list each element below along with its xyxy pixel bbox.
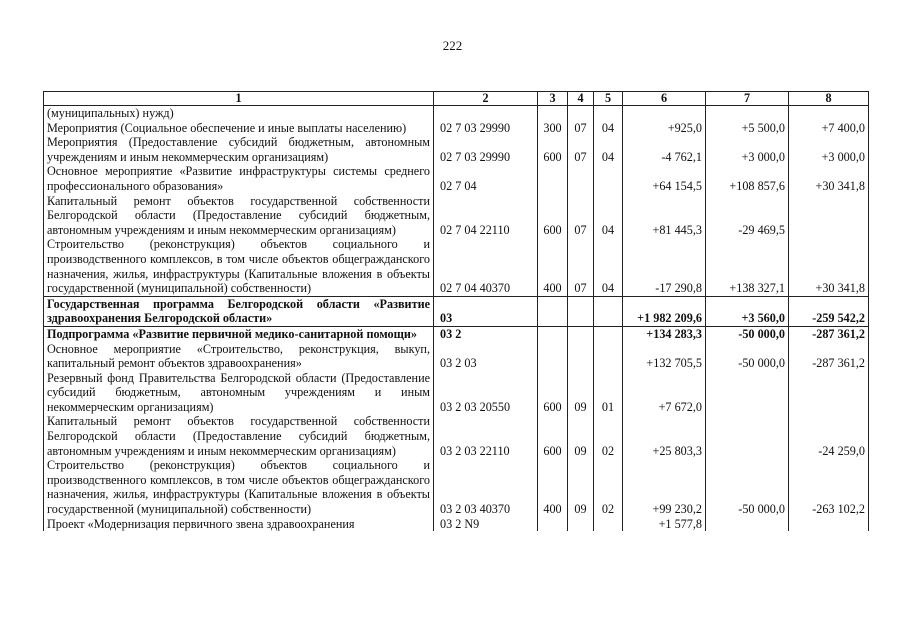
row-c5: 02 bbox=[594, 414, 623, 458]
column-header: 1 bbox=[44, 92, 434, 106]
row-c3: 600 bbox=[538, 135, 568, 164]
row-c8 bbox=[789, 517, 869, 532]
row-c5 bbox=[594, 326, 623, 341]
table-row bbox=[44, 121, 869, 136]
row-c3 bbox=[538, 342, 568, 371]
row-c8: +30 341,8 bbox=[789, 164, 869, 193]
row-c7: +138 327,1 bbox=[706, 237, 789, 296]
row-c5: 01 bbox=[594, 371, 623, 415]
row-c4: 09 bbox=[568, 458, 594, 516]
budget-table bbox=[43, 91, 869, 531]
table-row bbox=[44, 106, 869, 121]
row-c3: 600 bbox=[538, 371, 568, 415]
row-code: 02 7 03 29990 bbox=[434, 121, 538, 136]
row-c4: 07 bbox=[568, 135, 594, 164]
row-c7: -50 000,0 bbox=[706, 342, 789, 371]
row-c7: -50 000,0 bbox=[706, 458, 789, 516]
table-row bbox=[44, 237, 869, 296]
row-c8: -263 102,2 bbox=[789, 458, 869, 516]
row-c8: +30 341,8 bbox=[789, 237, 869, 296]
row-c4: 09 bbox=[568, 414, 594, 458]
row-name: Подпрограмма «Развитие первичной медико-санитарной помощи» bbox=[44, 326, 434, 341]
row-c4: 07 bbox=[568, 121, 594, 136]
row-c8: +3 000,0 bbox=[789, 135, 869, 164]
row-c8: -287 361,2 bbox=[789, 342, 869, 371]
table-row bbox=[44, 326, 869, 341]
row-c7 bbox=[706, 414, 789, 458]
row-c5 bbox=[594, 106, 623, 121]
row-c6: +7 672,0 bbox=[623, 371, 706, 415]
row-c6: +25 803,3 bbox=[623, 414, 706, 458]
row-code: 02 7 04 40370 bbox=[434, 237, 538, 296]
row-c5: 04 bbox=[594, 135, 623, 164]
row-name: (муниципальных) нужд) bbox=[44, 106, 434, 121]
row-c6: +1 982 209,6 bbox=[623, 296, 706, 326]
row-c4 bbox=[568, 342, 594, 371]
row-c6: +64 154,5 bbox=[623, 164, 706, 193]
row-name: Строительство (реконструкция) объектов социального и производственного комплексов, в том числе объектов общегражданского назначения, жилья, инфраструктуры (Капитальные вложения в объекты государственной (муниципальной) собственности) bbox=[44, 458, 434, 516]
row-code: 03 2 03 22110 bbox=[434, 414, 538, 458]
row-c8 bbox=[789, 194, 869, 238]
row-c5 bbox=[594, 517, 623, 532]
row-c5: 04 bbox=[594, 194, 623, 238]
row-c7: -50 000,0 bbox=[706, 326, 789, 341]
row-c4: 09 bbox=[568, 371, 594, 415]
table-row bbox=[44, 371, 869, 415]
row-code: 02 7 04 bbox=[434, 164, 538, 193]
row-c3 bbox=[538, 106, 568, 121]
row-name: Основное мероприятие «Строительство, реконструкция, выкуп, капитальный ремонт объектов здравоохранения» bbox=[44, 342, 434, 371]
row-name: Строительство (реконструкция) объектов социального и производственного комплексов, в том числе объектов общегражданского назначения, жилья, инфраструктуры (Капитальные вложения в объекты государственной (муниципальной) собственности) bbox=[44, 237, 434, 296]
row-c7: +3 560,0 bbox=[706, 296, 789, 326]
row-c4 bbox=[568, 326, 594, 341]
row-code: 03 bbox=[434, 296, 538, 326]
row-c8 bbox=[789, 106, 869, 121]
table-row bbox=[44, 414, 869, 458]
row-c5: 02 bbox=[594, 458, 623, 516]
row-c7 bbox=[706, 106, 789, 121]
row-c4: 07 bbox=[568, 237, 594, 296]
row-c5 bbox=[594, 296, 623, 326]
row-c6 bbox=[623, 106, 706, 121]
column-header: 5 bbox=[594, 92, 623, 106]
row-c4 bbox=[568, 164, 594, 193]
row-name: Проект «Модернизация первичного звена здравоохранения bbox=[44, 517, 434, 532]
row-c8 bbox=[789, 371, 869, 415]
row-c3 bbox=[538, 164, 568, 193]
row-c4 bbox=[568, 296, 594, 326]
row-c3 bbox=[538, 326, 568, 341]
row-c3: 300 bbox=[538, 121, 568, 136]
row-c3: 600 bbox=[538, 414, 568, 458]
row-c7: +3 000,0 bbox=[706, 135, 789, 164]
row-code: 03 2 03 bbox=[434, 342, 538, 371]
row-c4 bbox=[568, 106, 594, 121]
row-code bbox=[434, 106, 538, 121]
row-code: 03 2 03 40370 bbox=[434, 458, 538, 516]
table-row bbox=[44, 342, 869, 371]
row-code: 02 7 04 22110 bbox=[434, 194, 538, 238]
column-header: 4 bbox=[568, 92, 594, 106]
header-row bbox=[44, 92, 869, 106]
column-header: 8 bbox=[789, 92, 869, 106]
row-code: 02 7 03 29990 bbox=[434, 135, 538, 164]
column-header: 7 bbox=[706, 92, 789, 106]
row-c3 bbox=[538, 517, 568, 532]
row-c5 bbox=[594, 164, 623, 193]
row-c5: 04 bbox=[594, 237, 623, 296]
row-c8: +7 400,0 bbox=[789, 121, 869, 136]
row-c7 bbox=[706, 371, 789, 415]
row-name: Основное мероприятие «Развитие инфраструктуры системы среднего профессионального образования» bbox=[44, 164, 434, 193]
table-row bbox=[44, 135, 869, 164]
row-c4 bbox=[568, 517, 594, 532]
row-code: 03 2 N9 bbox=[434, 517, 538, 532]
table-row bbox=[44, 517, 869, 532]
row-c3: 400 bbox=[538, 458, 568, 516]
row-c6: +81 445,3 bbox=[623, 194, 706, 238]
row-code: 03 2 03 20550 bbox=[434, 371, 538, 415]
row-name: Мероприятия (Предоставление субсидий бюджетным, автономным учреждениям и иным некоммерческим организациям) bbox=[44, 135, 434, 164]
row-c8: -24 259,0 bbox=[789, 414, 869, 458]
row-c6: +99 230,2 bbox=[623, 458, 706, 516]
row-c6: -17 290,8 bbox=[623, 237, 706, 296]
row-code: 03 2 bbox=[434, 326, 538, 341]
row-c6: +1 577,8 bbox=[623, 517, 706, 532]
row-c4: 07 bbox=[568, 194, 594, 238]
row-c7 bbox=[706, 517, 789, 532]
row-name: Капитальный ремонт объектов государственной собственности Белгородской области (Предоставление субсидий бюджетным, автономным учреждениям и иным некоммерческим организациям) bbox=[44, 414, 434, 458]
row-c8: -287 361,2 bbox=[789, 326, 869, 341]
row-c5: 04 bbox=[594, 121, 623, 136]
row-c3 bbox=[538, 296, 568, 326]
row-name: Государственная программа Белгородской области «Развитие здравоохранения Белгородской области» bbox=[44, 296, 434, 326]
column-header: 6 bbox=[623, 92, 706, 106]
row-name: Капитальный ремонт объектов государственной собственности Белгородской области (Предоставление субсидий бюджетным, автономным учреждениям и иным некоммерческим организациям) bbox=[44, 194, 434, 238]
table-row bbox=[44, 194, 869, 238]
row-c3: 600 bbox=[538, 194, 568, 238]
row-c3: 400 bbox=[538, 237, 568, 296]
table-row bbox=[44, 458, 869, 516]
page-number: 222 bbox=[442, 38, 463, 53]
row-name: Мероприятия (Социальное обеспечение и иные выплаты населению) bbox=[44, 121, 434, 136]
column-header: 2 bbox=[434, 92, 538, 106]
row-c6: -4 762,1 bbox=[623, 135, 706, 164]
row-c6: +134 283,3 bbox=[623, 326, 706, 341]
table-row bbox=[44, 296, 869, 326]
row-c7: -29 469,5 bbox=[706, 194, 789, 238]
row-c6: +132 705,5 bbox=[623, 342, 706, 371]
row-c5 bbox=[594, 342, 623, 371]
row-name: Резервный фонд Правительства Белгородской области (Предоставление субсидий бюджетным, автономным учреждениям и иным некоммерческим организациям) bbox=[44, 371, 434, 415]
row-c8: -259 542,2 bbox=[789, 296, 869, 326]
column-header: 3 bbox=[538, 92, 568, 106]
row-c7: +5 500,0 bbox=[706, 121, 789, 136]
table-row bbox=[44, 164, 869, 193]
row-c7: +108 857,6 bbox=[706, 164, 789, 193]
row-c6: +925,0 bbox=[623, 121, 706, 136]
